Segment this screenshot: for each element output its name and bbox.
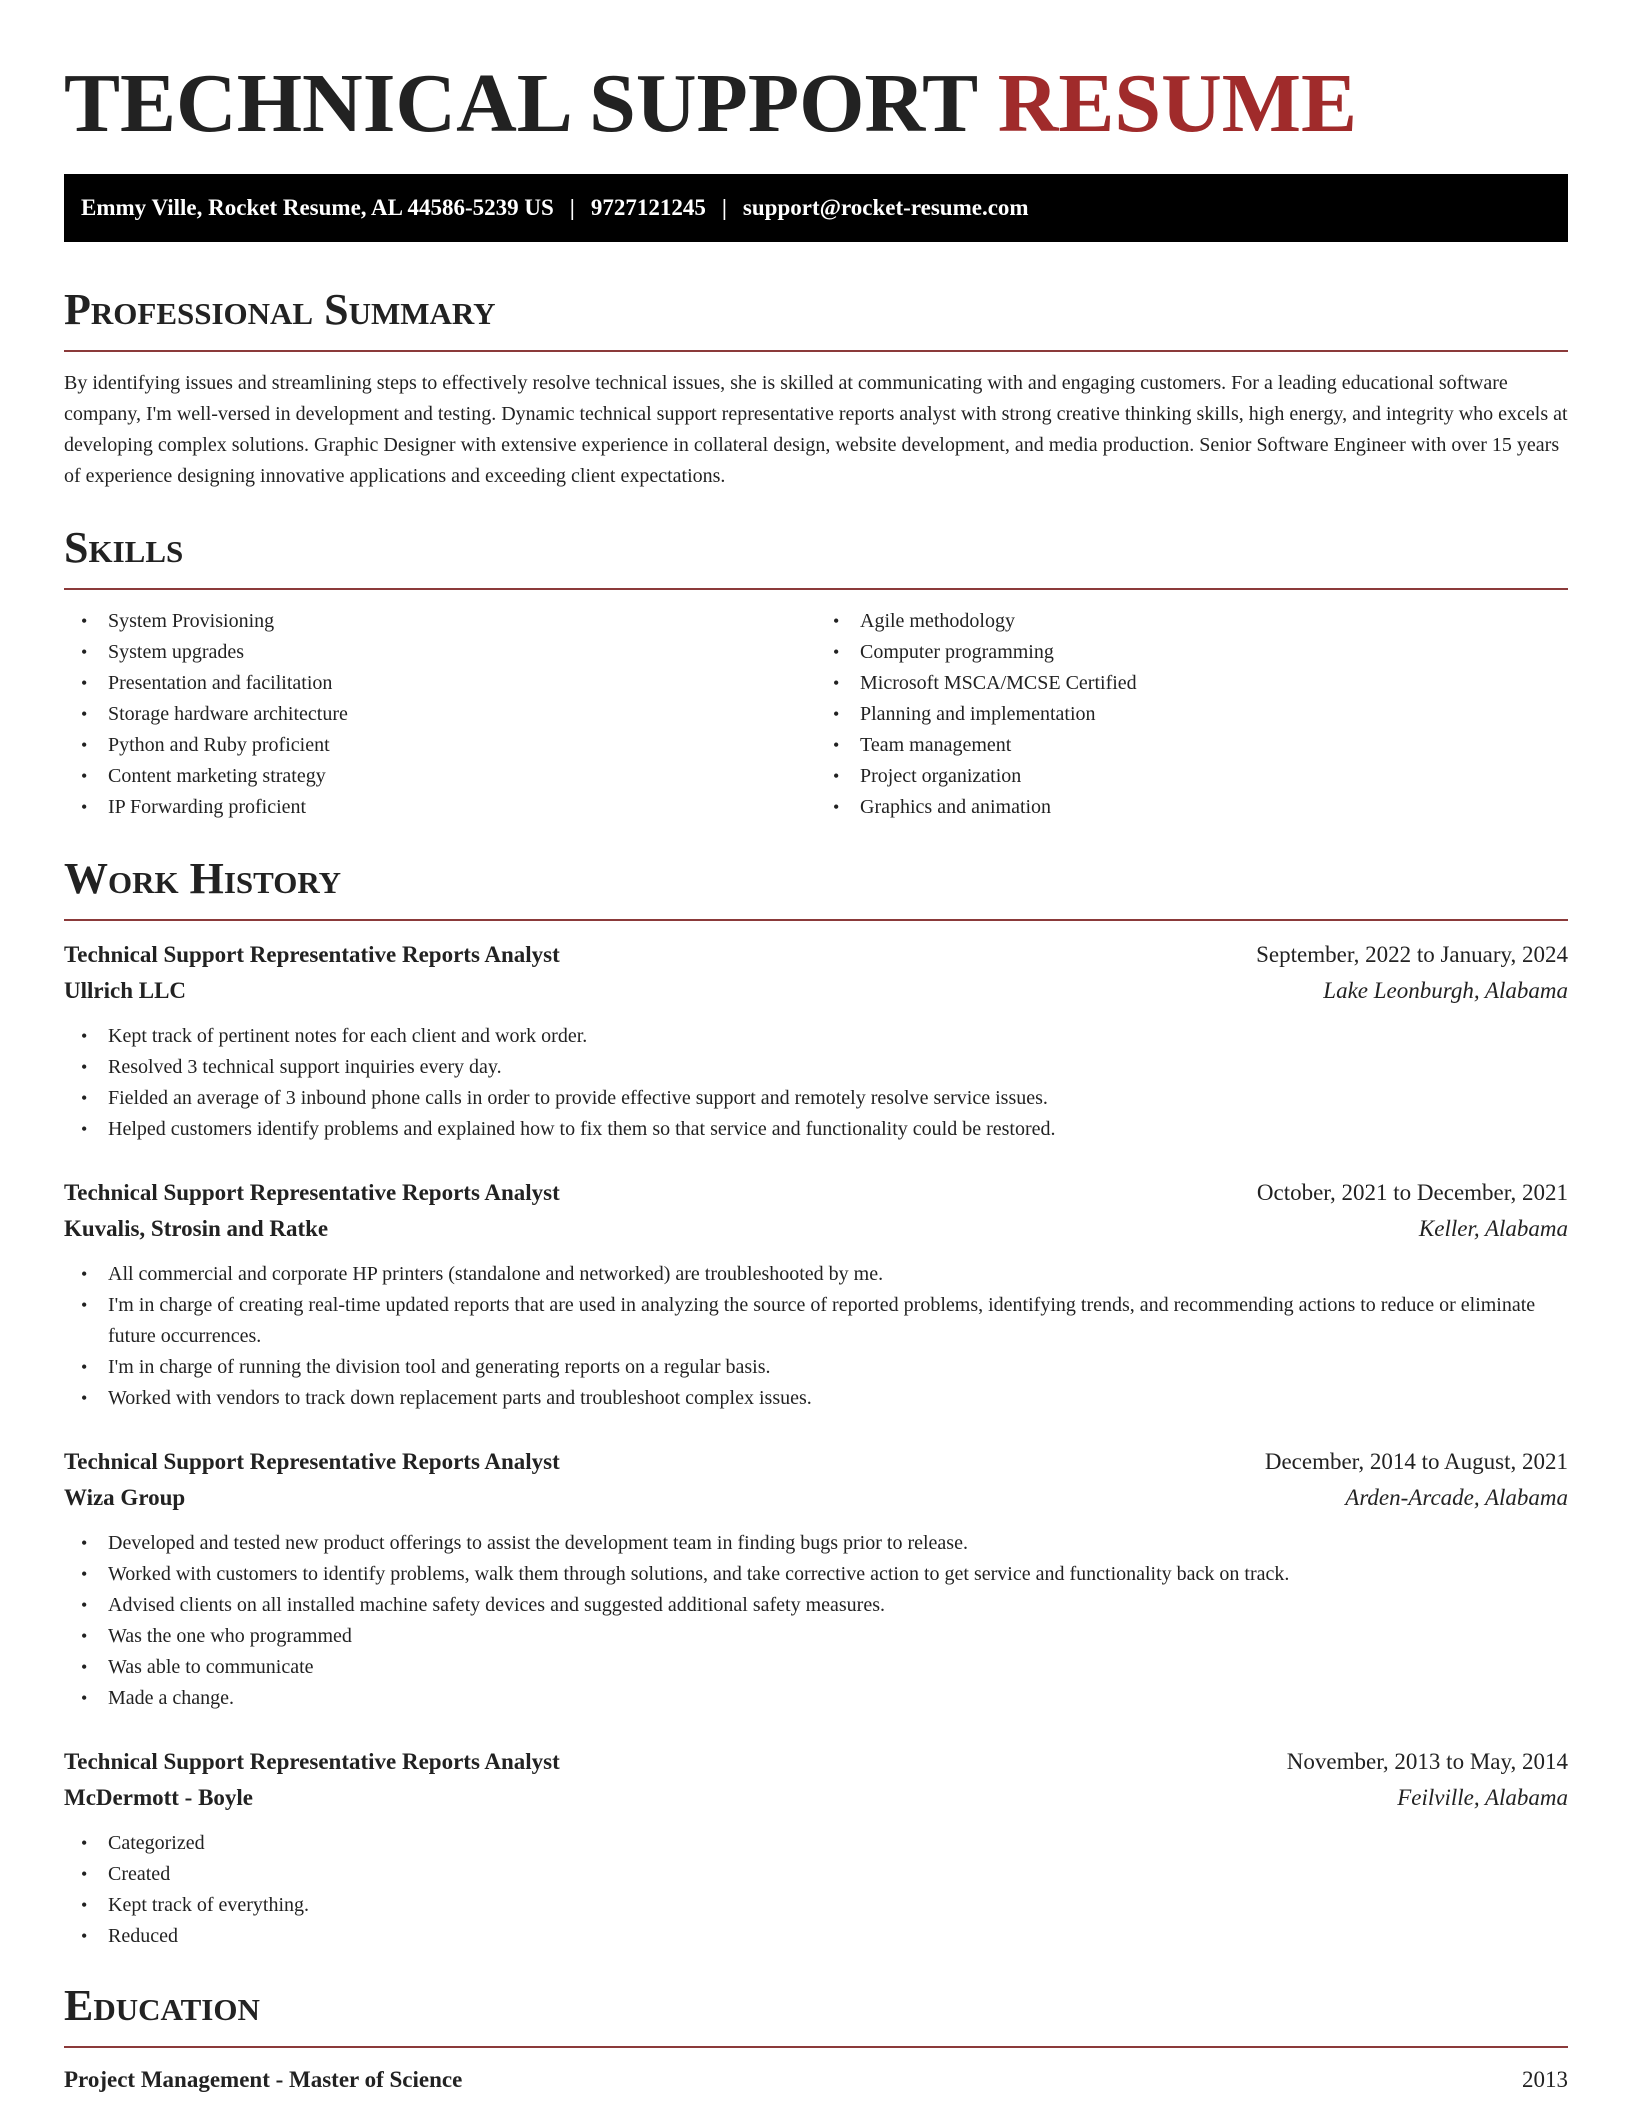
job-entry (64, 937, 1568, 1145)
job-dates: December, 2014 to August, 2021 (1264, 1449, 1568, 1474)
job-company: Kuvalis, Strosin and Ratke (64, 1216, 329, 1241)
skills-column-left (64, 606, 816, 823)
skill-item: • Team management (860, 730, 1568, 761)
education-year: 2013 (1522, 2067, 1568, 2092)
contact-phone: 9727121245 (590, 195, 706, 220)
job-bullet: • Kept track of everything. (108, 1890, 1568, 1921)
contact-email: support@rocket-resume.com (742, 195, 1029, 220)
job-title: Technical Support Representative Reports Analyst (64, 1749, 560, 1774)
job-bullet: • Helped customers identify problems and explained how to fix them so that service and functionality could be restored. (108, 1114, 1568, 1145)
job-dates: September, 2022 to January, 2024 (1256, 942, 1568, 967)
job-title: Technical Support Representative Reports Analyst (64, 942, 560, 967)
title-main: TECHNICAL SUPPORT (64, 57, 977, 150)
summary-section (64, 284, 1568, 492)
job-bullets (64, 1021, 1568, 1145)
job-location: Lake Leonburgh, Alabama (1323, 978, 1568, 1003)
job-company: Wiza Group (64, 1485, 186, 1510)
skill-item: • Planning and implementation (860, 699, 1568, 730)
contact-bar (64, 174, 1568, 242)
skill-item: • Content marketing strategy (108, 761, 816, 792)
job-bullet: • Advised clients on all installed machine safety devices and suggested additional safety measures. (108, 1590, 1568, 1621)
skills-column-right (816, 606, 1568, 823)
job-dates: November, 2013 to May, 2014 (1286, 1749, 1568, 1774)
skill-item: • Graphics and animation (860, 792, 1568, 823)
contact-address: Emmy Ville, Rocket Resume, AL 44586-5239 US (81, 195, 554, 220)
job-bullet: • Created (108, 1859, 1568, 1890)
work-history-section (64, 853, 1568, 1952)
contact-separator: | (569, 195, 575, 220)
job-company: McDermott - Boyle (64, 1785, 254, 1810)
job-dates: October, 2021 to December, 2021 (1256, 1180, 1568, 1205)
job-location: Feilville, Alabama (1397, 1785, 1568, 1810)
education-item (64, 2062, 1568, 2098)
education-section (64, 1980, 1568, 2098)
job-bullet: • I'm in charge of running the division tool and generating reports on a regular basis. (108, 1352, 1568, 1383)
job-bullets (64, 1528, 1568, 1714)
job-bullet: • Reduced (108, 1921, 1568, 1952)
job-bullet: • Worked with vendors to track down replacement parts and troubleshoot complex issues. (108, 1383, 1568, 1414)
title-accent: RESUME (997, 57, 1358, 150)
job-bullet: • All commercial and corporate HP printers (standalone and networked) are troubleshooted by me. (108, 1259, 1568, 1290)
skill-item: • Agile methodology (860, 606, 1568, 637)
job-bullets (64, 1259, 1568, 1414)
job-bullet: • Developed and tested new product offerings to assist the development team in finding bugs prior to release. (108, 1528, 1568, 1559)
skills-list (64, 606, 1568, 823)
skill-item: • Microsoft MSCA/MCSE Certified (860, 668, 1568, 699)
skill-item: • System upgrades (108, 637, 816, 668)
job-entry (64, 1175, 1568, 1414)
skill-item: • Presentation and facilitation (108, 668, 816, 699)
job-bullet: • Resolved 3 technical support inquiries every day. (108, 1052, 1568, 1083)
education-degree: Project Management - Master of Science (64, 2067, 463, 2092)
education-heading: Education (64, 1980, 1568, 2048)
resume-title (64, 0, 1568, 150)
job-bullet: • Categorized (108, 1828, 1568, 1859)
job-bullet: • Worked with customers to identify problems, walk them through solutions, and take corrective action to get service and functionality back on track. (108, 1559, 1568, 1590)
skill-item: • IP Forwarding proficient (108, 792, 816, 823)
skill-item: • Python and Ruby proficient (108, 730, 816, 761)
contact-separator: | (721, 195, 727, 220)
work-history-heading: Work History (64, 853, 1568, 921)
job-bullet: • Made a change. (108, 1683, 1568, 1714)
job-bullet: • Kept track of pertinent notes for each client and work order. (108, 1021, 1568, 1052)
job-company: Ullrich LLC (64, 978, 187, 1003)
job-entry (64, 1444, 1568, 1714)
job-title: Technical Support Representative Reports Analyst (64, 1180, 560, 1205)
skill-item: • Computer programming (860, 637, 1568, 668)
job-entry (64, 1744, 1568, 1952)
job-bullet: • I'm in charge of creating real-time updated reports that are used in analyzing the source of reported problems, identifying trends, and recommending actions to reduce or eliminate future occurrences. (108, 1290, 1568, 1352)
job-bullet: • Was the one who programmed (108, 1621, 1568, 1652)
job-title: Technical Support Representative Reports Analyst (64, 1449, 560, 1474)
skill-item: • Storage hardware architecture (108, 699, 816, 730)
skills-heading: Skills (64, 522, 1568, 590)
skills-section (64, 522, 1568, 823)
summary-text: By identifying issues and streamlining steps to effectively resolve technical issues, she is skilled at communicating with and engaging customers. For a leading educational software company, I'm well-versed in development and testing. Dynamic technical support representative reports analyst with strong creative thinking skills, high energy, and integrity who excels at developing complex solutions. Graphic Designer with extensive experience in collateral design, website development, and media production. Senior Software Engineer with over 15 years of experience designing innovative applications and exceeding client expectations. (64, 372, 1568, 487)
skill-item: • Project organization (860, 761, 1568, 792)
job-location: Keller, Alabama (1418, 1216, 1568, 1241)
job-bullet: • Fielded an average of 3 inbound phone calls in order to provide effective support and remotely resolve service issues. (108, 1083, 1568, 1114)
job-bullets (64, 1828, 1568, 1952)
summary-heading: Professional Summary (64, 284, 1568, 352)
skill-item: • System Provisioning (108, 606, 816, 637)
job-location: Arden-Arcade, Alabama (1345, 1485, 1568, 1510)
job-bullet: • Was able to communicate (108, 1652, 1568, 1683)
